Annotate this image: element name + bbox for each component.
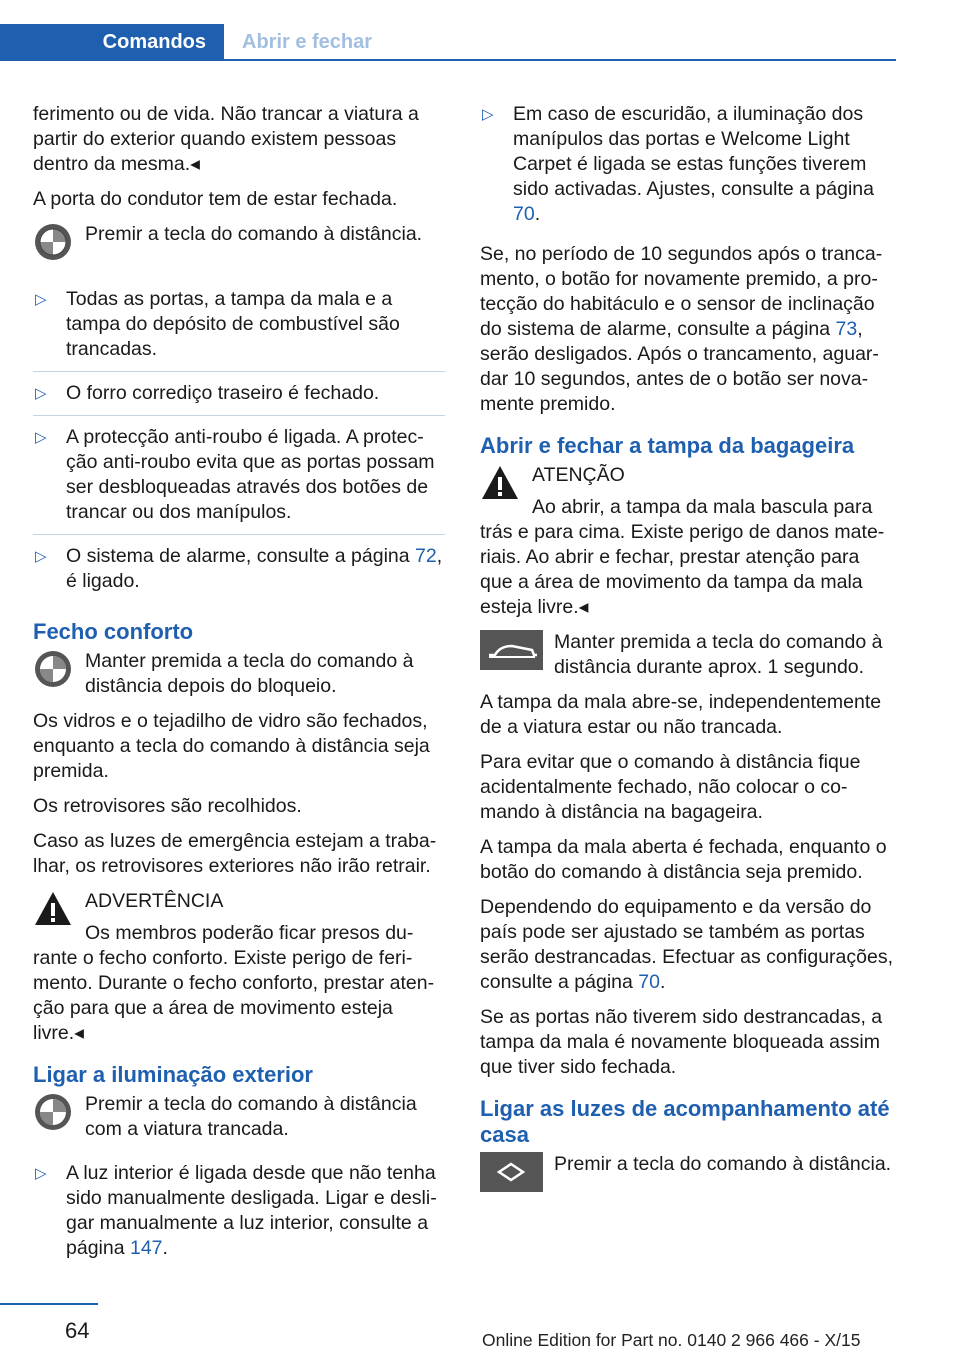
tab-abrir-e-fechar[interactable]: Abrir e fechar	[242, 31, 373, 53]
paragraph: ferimento ou de vida. Não trancar a viatura a partir do exterior quando existem pessoas dentro da mesma.◂	[33, 103, 419, 175]
list-item: ▷ O forro corrediço traseiro é fechado.	[33, 372, 445, 416]
triangle-bullet-icon: ▷	[35, 1165, 47, 1182]
edition-note: Online Edition for Part no. 0140 2 966 466 - X/15	[482, 1330, 861, 1350]
bmw-lock-key-icon	[33, 222, 73, 269]
page-link[interactable]: 70	[513, 203, 535, 225]
page-number: 64	[65, 1318, 90, 1343]
warning-title: ADVERTÊNCIA	[85, 890, 224, 912]
paragraph: Caso as luzes de emergência estejam a trabalhar, os retrovisores exteriores não irão retrair.	[33, 830, 437, 877]
attention-title: ATENÇÃO	[532, 464, 625, 486]
warning-triangle-icon	[33, 889, 73, 936]
bmw-lock-key-icon	[33, 1092, 73, 1139]
instruction-text: Manter premida a tecla do comando à distância durante aprox. 1 segundo.	[554, 631, 883, 678]
triangle-bullet-icon: ▷	[35, 429, 47, 446]
page-link[interactable]: 70	[638, 971, 660, 993]
remote-instruction	[480, 1152, 895, 1202]
section-heading: Fecho conforto	[33, 619, 194, 644]
page-header	[0, 0, 896, 62]
bmw-lock-key-icon	[33, 649, 73, 696]
paragraph: Os retrovisores são recolhidos.	[33, 795, 302, 817]
tab-comandos[interactable]: Comandos	[0, 24, 224, 61]
attention-note	[480, 463, 895, 620]
paragraph: A tampa da mala aberta é fechada, enquanto o botão do comando à distância seja premido.	[480, 836, 887, 883]
footer-rule	[0, 1303, 98, 1305]
section-heading: Ligar a iluminação exterior	[33, 1062, 313, 1087]
instruction-text: Premir a tecla do comando à distância.	[554, 1153, 892, 1175]
right-column	[480, 102, 895, 1212]
list-item: ▷ Em caso de escuridão, a iluminação dos manípulos das portas e Welcome Light Carpet é ligada se estas funções tiverem sido activadas. Ajustes, consulte a página 70.	[482, 103, 874, 225]
warning-body: Os membros poderão ficar presos durante o fecho conforto. Existe perigo de ferimento. Durante o fecho conforto, prestar atenção para que a área de movimento esteja livre.◂	[33, 922, 435, 1044]
page-link[interactable]: 72	[415, 545, 437, 567]
lock-effects-list	[33, 278, 445, 603]
paragraph: Para evitar que o comando à distância fique acidentalmente fechado, não colocar o comando à distância na bagageira.	[480, 751, 861, 823]
paragraph: A tampa da mala abre-se, independentemente de a viatura estar ou não trancada.	[480, 691, 882, 738]
list-item: ▷ A protecção anti-roubo é ligada. A protecção anti-roubo evita que as portas possam ser desbloqueadas através dos botões de trancar ou dos manípulos.	[33, 416, 445, 535]
attention-body: Ao abrir, a tampa da mala bascula para trás e para cima. Existe perigo de danos materiais. Ao abrir e fechar, prestar atenção para que a área de movimento da tampa da mala esteja livre.◂	[480, 496, 885, 618]
triangle-bullet-icon: ▷	[35, 385, 47, 402]
remote-instruction	[480, 630, 895, 680]
page-link[interactable]: 147	[129, 1237, 163, 1259]
section-heading: Ligar as luzes de acompanhamento até casa	[480, 1096, 890, 1147]
paragraph: Se, no período de 10 segundos após o trancamento, o botão for novamente premido, a protecção do habitáculo e o sensor de inclinação do sistema de alarme, consulte a página 73, serão desligados. Após o trancamento, aguardar 10 segundos, antes de o botão ser novamente premido.	[480, 243, 883, 415]
page-link[interactable]: 73	[835, 318, 858, 340]
list-item: ▷ Todas as portas, a tampa da mala e a tampa do depósito de combustível são trancadas.	[33, 278, 445, 372]
paragraph: Se as portas não tiverem sido destrancadas, a tampa da mala é novamente bloqueada assim que tiver sido fechada.	[480, 1006, 883, 1078]
section-heading: Abrir e fechar a tampa da bagageira	[480, 433, 855, 458]
triangle-bullet-icon: ▷	[35, 291, 47, 308]
warning-note	[33, 889, 445, 1046]
lighting-list-cont	[480, 93, 895, 236]
warning-triangle-icon	[480, 463, 520, 510]
instruction-text: Premir a tecla do comando à distância.	[85, 223, 423, 245]
paragraph: Dependendo do equipamento e da versão do país pode ser ajustado se também as portas serão destrancadas. Efectuar as configurações, consulte a página 70.	[480, 896, 893, 993]
lighting-list	[33, 1152, 445, 1270]
remote-instruction	[33, 1092, 445, 1142]
headlight-button-icon	[480, 1152, 543, 1199]
instruction-text: Premir a tecla do comando à distância com a viatura trancada.	[85, 1093, 417, 1140]
triangle-bullet-icon: ▷	[482, 106, 494, 123]
list-item: ▷ A luz interior é ligada desde que não tenha sido manualmente desligada. Ligar e desligar manualmente a luz interior, consulte a página 147.	[35, 1162, 437, 1259]
remote-instruction	[33, 222, 445, 272]
header-rule	[0, 59, 896, 61]
trunk-button-icon	[480, 630, 543, 677]
paragraph: A porta do condutor tem de estar fechada.	[33, 188, 398, 210]
paragraph: Os vidros e o tejadilho de vidro são fechados, enquanto a tecla do comando à distância seja premida.	[33, 710, 430, 782]
remote-instruction	[33, 649, 445, 699]
triangle-bullet-icon: ▷	[35, 548, 47, 565]
left-column	[33, 102, 445, 1270]
list-item: ▷ O sistema de alarme, consulte a página 72, é ligado.	[35, 545, 443, 592]
instruction-text: Manter premida a tecla do comando à distância depois do bloqueio.	[85, 650, 414, 697]
